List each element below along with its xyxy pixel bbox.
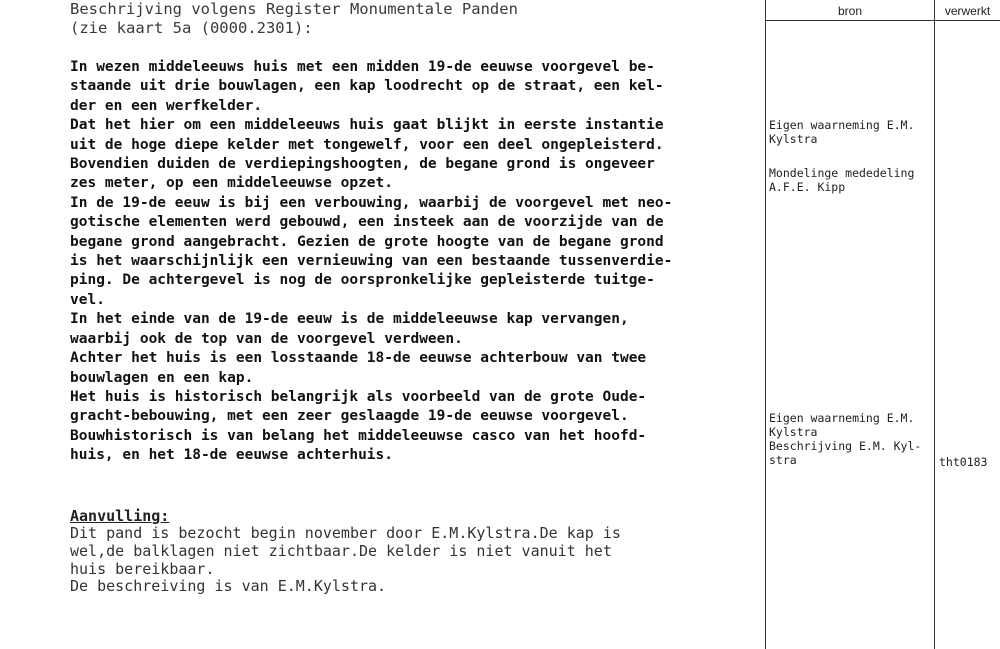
description-text: In wezen middeleeuws huis met een midden 19-de eeuwse voorgevel be- staande uit drie bouwlagen, een kap loodrecht op de straat, een kel- der en een werfkelder. Dat het hier om een middeleeuws huis gaat blijkt in eerste instantie uit de hoge diepe kelder met tongewelf, voor een deel ongepleisterd. Bovendien duiden de verdiepingshoogten, de begane grond is ongeveer zes meter, op een middeleeuwse opzet. In de 19-de eeuw is bij een verbouwing, waarbij de voorgevel met neo- gotische elementen werd gebouwd, een insteek aan de voorzijde van de begane grond aangebracht. Gezien de grote hoogte van de begane grond is het waarschijnlijk een vernieuwing van een bestaande tussenverdie- ping. De achtergevel is nog de oorspronkelijke gepleisterde tuitge- vel. In het einde van de 19-de eeuw is de middeleeuwse kap vervangen, waarbij ook de top van de voorgevel verdween. Achter het huis is een losstaande 18-de eeuwse achterbouw van twee bouwlagen en een kap. Het huis is historisch belangrijk als voorbeeld van de grote Oude- gracht-bebouwing, met een zeer geslaagde 19-de eeuwse voorgevel. Bouwhistorisch is van belang het middeleeuwse casco van het hoofd- huis, en het 18-de eeuwse achterhuis. xyxy=(70,59,673,464)
source-note-3: Eigen waarneming E.M. Kylstra Beschrijving E.M. Kyl- stra xyxy=(769,411,922,467)
source-note-1: Eigen waarneming E.M. Kylstra xyxy=(769,118,915,146)
document-title: Beschrijving volgens Register Monumentale Panden (zie kaart 5a (0000.2301): xyxy=(70,0,518,37)
verwerkt-code: tht0183 xyxy=(939,455,988,469)
column-divider-verwerkt xyxy=(934,0,935,649)
aanvulling-heading: Aanvulling: xyxy=(70,507,170,525)
aanvulling-text: Dit pand is bezocht begin november door E.M.Kylstra.De kap is wel,de balklagen niet zichtbaar.De kelder is niet vanuit het huis bereikbaar. De beschreiving is van E.M.Kylstra. xyxy=(70,524,621,596)
source-note-2: Mondelinge mededeling A.F.E. Kipp xyxy=(769,166,915,194)
column-divider-bron xyxy=(765,0,766,649)
column-header-verwerkt: verwerkt xyxy=(944,4,991,18)
header-rule xyxy=(765,20,1000,21)
column-header-bron: bron xyxy=(837,4,863,18)
